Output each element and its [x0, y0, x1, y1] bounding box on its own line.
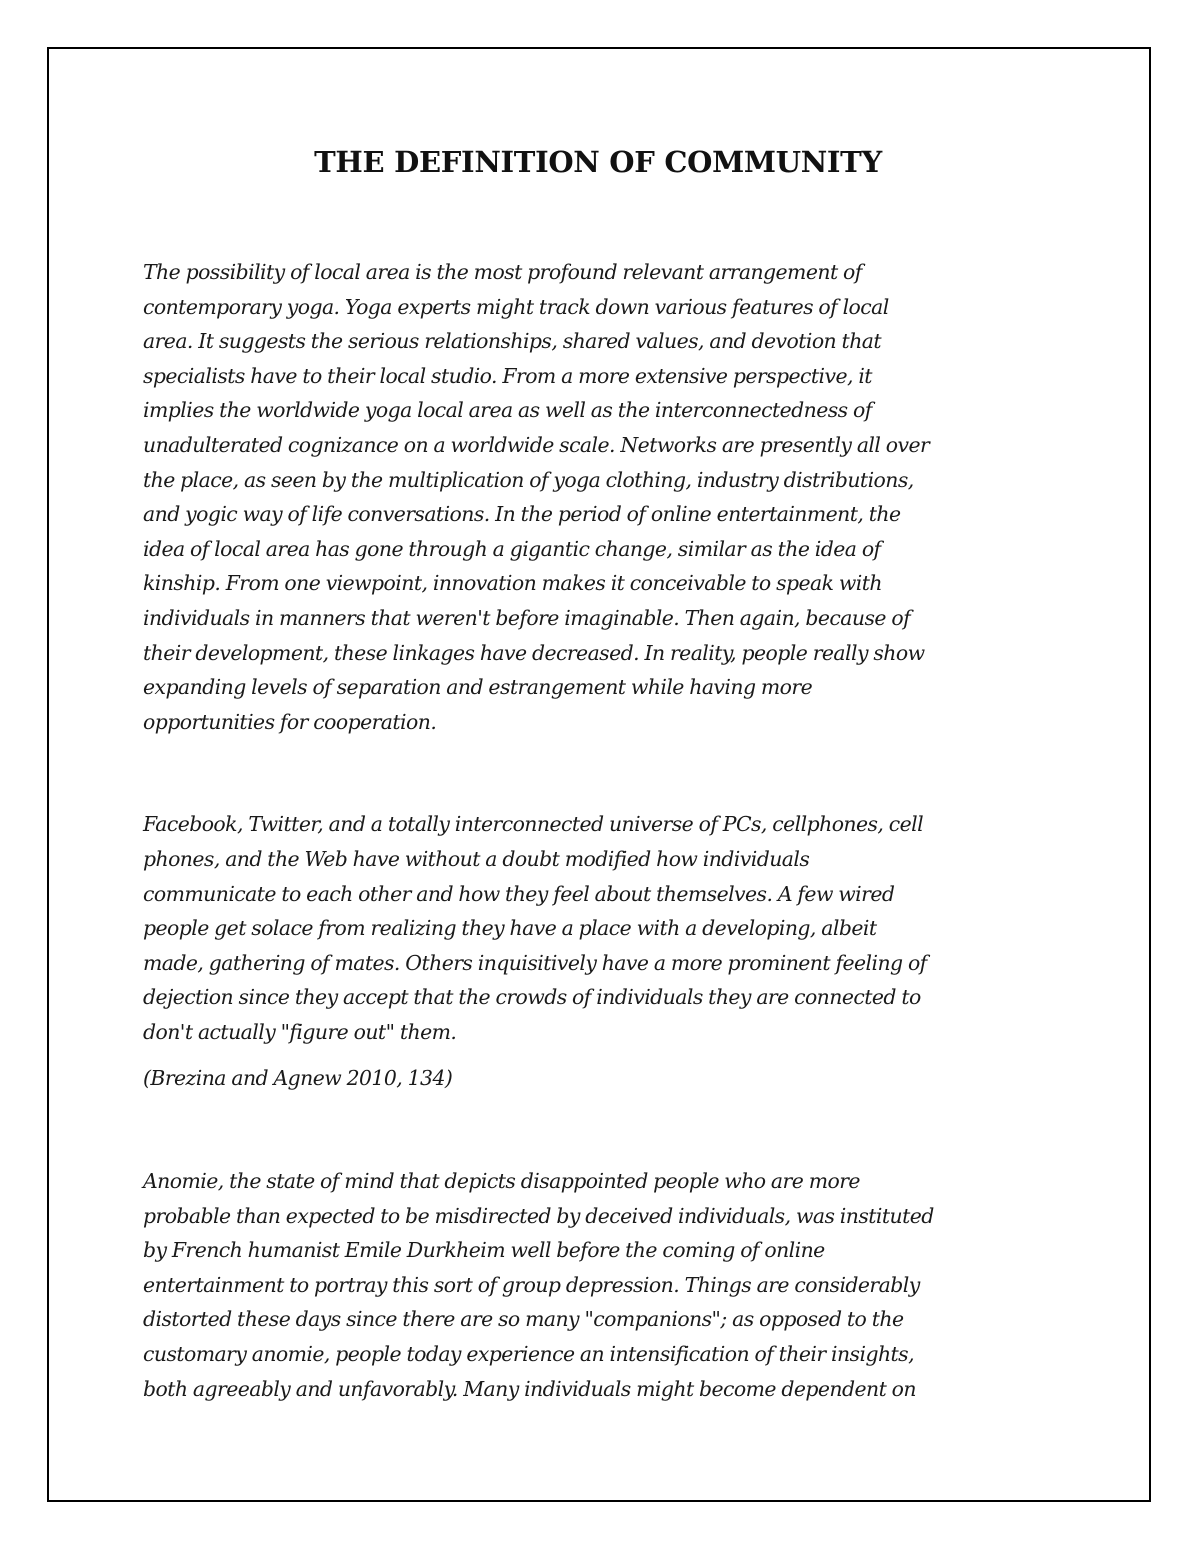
- text-line: by French humanist Emile Durkheim well before the coming of online: [143, 1238, 825, 1263]
- citation: (Brezina and Agnew 2010, 134): [143, 1066, 453, 1091]
- text-line: their development, these linkages have decreased. In reality, people really show: [143, 640, 925, 665]
- text-line: opportunities for cooperation.: [143, 709, 437, 734]
- paragraph-1: [143, 255, 1063, 739]
- text-line: phones, and the Web have without a doubt modified how individuals: [143, 846, 810, 871]
- text-line: kinship. From one viewpoint, innovation makes it conceivable to speak with: [143, 571, 882, 596]
- document-body: [143, 140, 1063, 1406]
- text-line: idea of local area has gone through a gigantic change, similar as the idea of: [143, 536, 881, 561]
- document-title: THE DEFINITION OF COMMUNITY: [314, 145, 882, 179]
- text-line: implies the worldwide yoga local area as well as the interconnectedness of: [143, 398, 872, 423]
- text-line: area. It suggests the serious relationships, shared values, and devotion that: [143, 329, 882, 354]
- text-line: contemporary yoga. Yoga experts might track down various features of local: [143, 294, 889, 319]
- text-line: distorted these days since there are so many "companions"; as opposed to the: [143, 1307, 904, 1332]
- text-line: communicate to each other and how they feel about themselves. A few wired: [143, 881, 895, 906]
- text-line: probable than expected to be misdirected by deceived individuals, was instituted: [143, 1203, 934, 1228]
- text-line: specialists have to their local studio. From a more extensive perspective, it: [143, 363, 872, 388]
- text-line: expanding levels of separation and estrangement while having more: [143, 675, 813, 700]
- text-line: individuals in manners that weren't before imaginable. Then again, because of: [143, 605, 911, 630]
- text-line: people get solace from realizing they have a place with a developing, albeit: [143, 916, 877, 941]
- text-line: unadulterated cognizance on a worldwide scale. Networks are presently all over: [143, 432, 930, 457]
- text-line: and yogic way of life conversations. In the period of online entertainment, the: [143, 502, 901, 527]
- text-line: both agreeably and unfavorably. Many individuals might become dependent on: [143, 1376, 916, 1401]
- text-line: the place, as seen by the multiplication of yoga clothing, industry distributions,: [143, 467, 914, 492]
- text-line: customary anomie, people today experience an intensification of their insights,: [143, 1342, 915, 1367]
- text-line: Facebook, Twitter, and a totally interconnected universe of PCs, cellphones, cell: [143, 812, 924, 837]
- text-line: entertainment to portray this sort of group depression. Things are considerably: [143, 1272, 920, 1297]
- text-line: made, gathering of mates. Others inquisitively have a more prominent feeling of: [143, 950, 927, 975]
- paragraph-2: [143, 807, 1063, 1049]
- text-line: The possibility of local area is the most profound relevant arrangement of: [143, 260, 862, 284]
- text-line: don't actually "figure out" them.: [143, 1019, 457, 1044]
- text-line: Anomie, the state of mind that depicts disappointed people who are more: [143, 1169, 860, 1194]
- text-line: dejection since they accept that the crowds of individuals they are connected to: [143, 985, 921, 1010]
- paragraph-3: [143, 1164, 1063, 1406]
